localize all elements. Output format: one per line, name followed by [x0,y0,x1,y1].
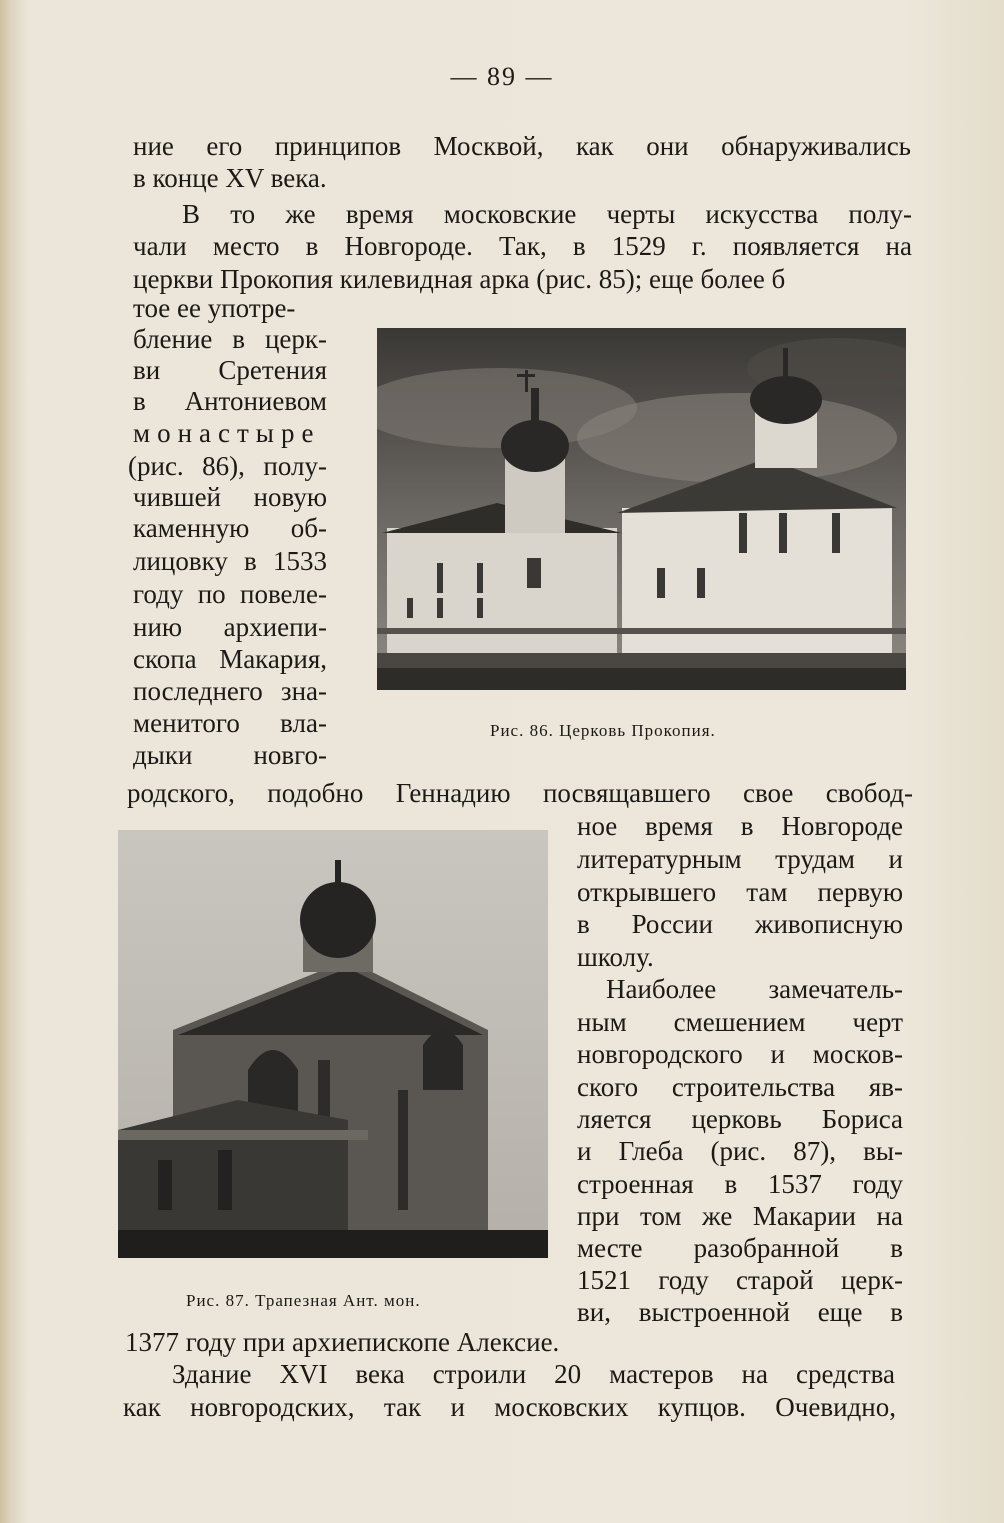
text-line: ви, выстроенной еще в [577,1297,903,1327]
text-line: месте разобранной в [577,1233,903,1263]
text-line: В то же время московские черты искусства полу- [182,199,912,229]
church-photo-fig86 [377,328,906,690]
text-line: литературным трудам и [577,844,903,874]
text-line: каменную об- [133,513,327,543]
text-line: школу. [577,942,654,972]
church-prokopiya-illustration [377,328,906,690]
text-line: бление в церк- [133,324,327,354]
text-line: чали место в Новгороде. Так, в 1529 г. появляется на [133,231,912,261]
text-line: родского, подобно Геннадию посвящавшего свое свобод- [127,778,913,808]
text-line: и Глеба (рис. 87), вы- [577,1136,903,1166]
text-line: церкви Прокопия килевидная арка (рис. 85); еще более б [133,264,786,294]
text-line: лицовку в 1533 [133,546,327,576]
text-line: ние его принципов Москвой, как они обнаруживались [133,131,911,161]
text-line: Наиболее замечатель- [606,974,903,1004]
text-line: ным смешением черт [577,1007,903,1037]
text-line: последнего зна- [133,676,327,706]
refectory-illustration [118,830,548,1258]
text-line: ное время в Новгороде [577,811,903,841]
text-line: как новгородских, так и московских купцов. Очевидно, [123,1392,896,1422]
page-number: — 89 — [450,62,554,91]
text-line: ви Сретения [133,355,327,385]
text-line: в конце XV века. [133,163,327,193]
text-line: 1521 году старой церк- [577,1265,903,1295]
text-line: чившей новую [133,482,327,512]
text-line: монастыре [133,418,321,448]
text-line: 1377 году при архиепископе Алексие. [125,1327,560,1357]
figure-86-caption: Рис. 86. Церковь Прокопия. [490,721,716,740]
text-line: нию архиепи- [133,612,327,642]
text-line: менитого вла- [133,708,327,738]
figure-87-caption: Рис. 87. Трапезная Ант. мон. [186,1291,421,1310]
text-line: (рис. 86), полу- [128,451,327,481]
text-line: строенная в 1537 году [577,1169,903,1199]
text-line: году по повеле- [133,579,327,609]
text-line: тое ее употре- [133,293,296,323]
text-line: новгородского и москов- [577,1039,903,1069]
text-line: открывшего там первую [577,877,903,907]
text-line: в Антониевом [133,386,327,416]
text-line: дыки новго- [133,740,327,770]
text-line: ского строительства яв- [577,1072,903,1102]
text-line: скопа Макария, [133,644,327,674]
refectory-photo-fig87 [118,830,548,1258]
text-line: ляется церковь Бориса [577,1104,903,1134]
text-line: в России живописную [577,909,903,939]
text-line: Здание XVI века строили 20 мастеров на средства [172,1359,895,1389]
text-line: при том же Макарии на [577,1201,903,1231]
